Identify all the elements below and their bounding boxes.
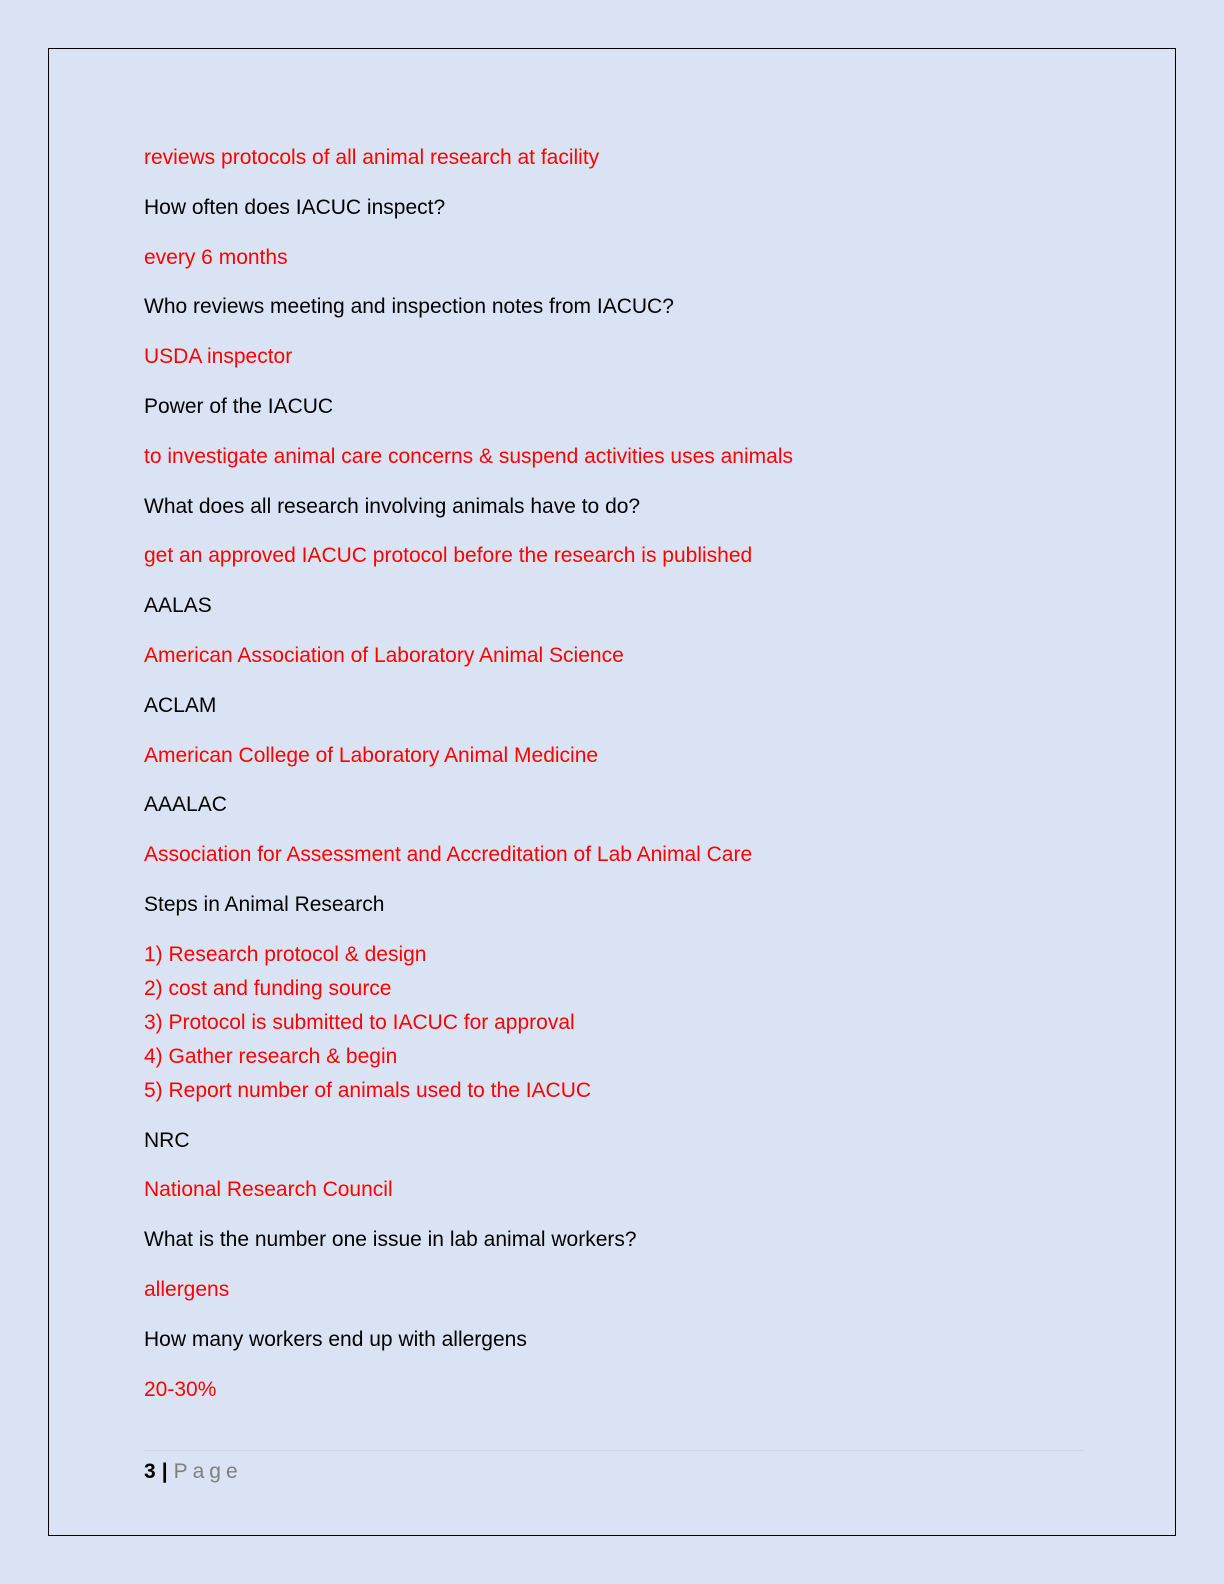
answer-text: American Association of Laboratory Animal Science [144, 643, 624, 667]
answer-text: to investigate animal care concerns & suspend activities uses animals [144, 444, 793, 468]
steps-list [144, 940, 1084, 1106]
answer-text: reviews protocols of all animal research at facility [144, 146, 600, 169]
answer-text: National Research Council [144, 1178, 393, 1202]
answer-text: 20-30% [144, 1377, 217, 1401]
answer-text: every 6 months [144, 245, 288, 269]
page-label: Page [173, 1460, 243, 1483]
list-item: 3) Protocol is submitted to IACUC for approval [144, 1010, 575, 1034]
question-text: Power of the IACUC [144, 394, 334, 418]
list-item: 2) cost and funding source [144, 976, 392, 1000]
answer-text: USDA inspector [144, 345, 293, 369]
question-text: NRC [144, 1128, 190, 1152]
question-text: ACLAM [144, 693, 217, 717]
answer-text: get an approved IACUC protocol before the research is published [144, 544, 753, 568]
page-footer [144, 1457, 243, 1487]
page-number: 3 [144, 1460, 156, 1483]
question-text: What is the number one issue in lab animal workers? [144, 1228, 637, 1252]
question-text: How often does IACUC inspect? [144, 195, 446, 219]
list-item: 4) Gather research & begin [144, 1044, 398, 1068]
list-item: 1) Research protocol & design [144, 942, 427, 966]
question-text: Steps in Animal Research [144, 892, 385, 916]
answer-text: Association for Assessment and Accreditation of Lab Animal Care [144, 843, 753, 867]
answer-text: allergens [144, 1277, 230, 1301]
answer-text: American College of Laboratory Animal Medicine [144, 743, 599, 767]
question-text: AAALAC [144, 793, 227, 817]
question-text: What does all research involving animals have to do? [144, 494, 641, 518]
question-text: AALAS [144, 594, 212, 618]
footer-divider [144, 1450, 1084, 1451]
list-item: 5) Report number of animals used to the IACUC [144, 1078, 592, 1102]
question-text: Who reviews meeting and inspection notes from IACUC? [144, 295, 674, 319]
footer-separator: | [161, 1460, 168, 1483]
document-body [144, 143, 1084, 1405]
question-text: How many workers end up with allergens [144, 1327, 527, 1351]
